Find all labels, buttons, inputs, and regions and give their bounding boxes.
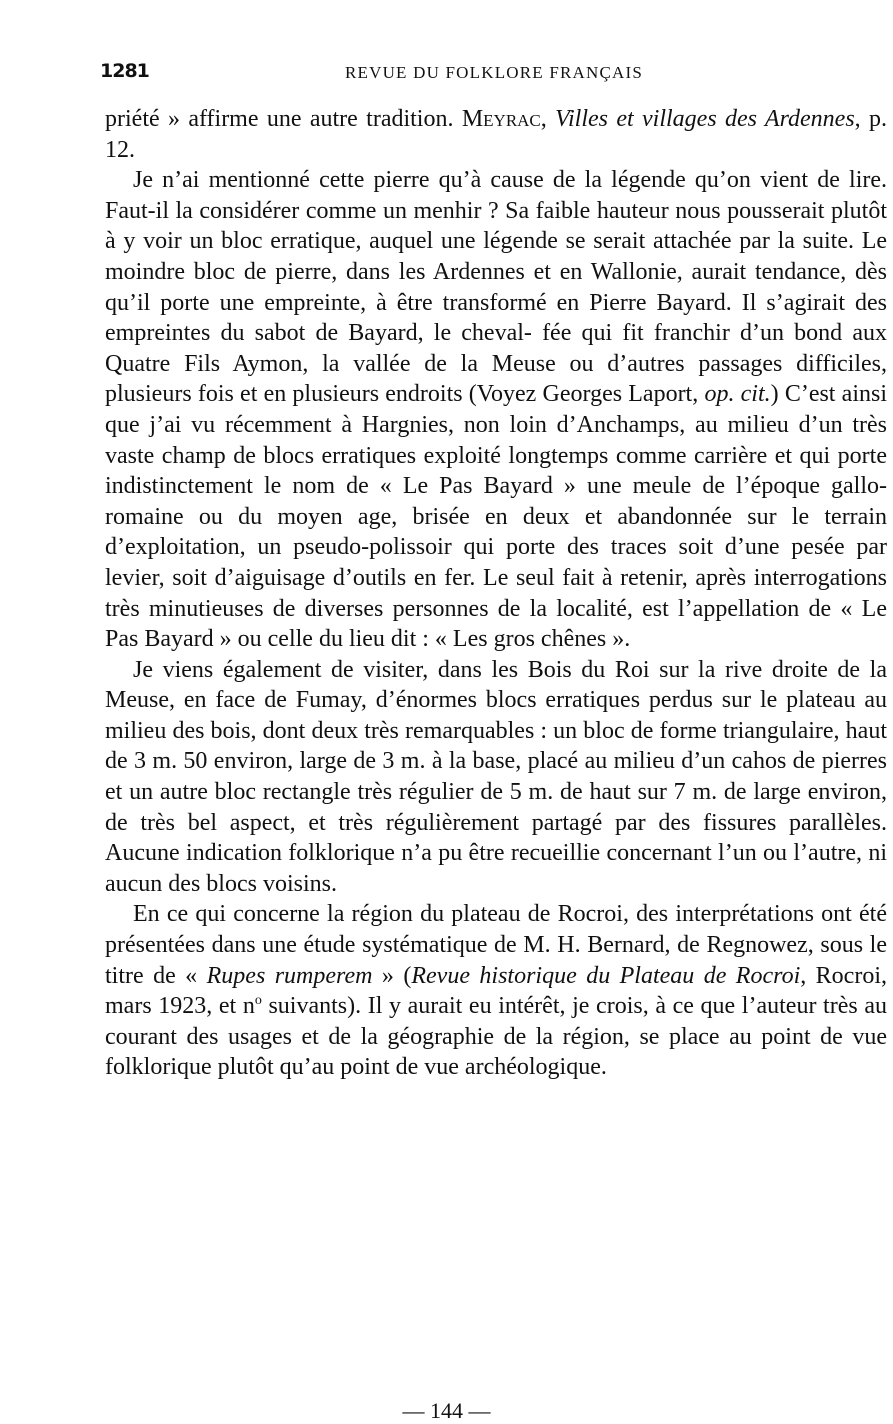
page-mark: 1281 <box>100 60 149 82</box>
author-name: Meyrac <box>461 106 541 132</box>
work-title: Villes et villages des Ardennes <box>555 106 855 132</box>
page-number: — 144 — <box>402 1398 491 1423</box>
review-title: Revue historique du Plateau de Rocroi <box>411 962 801 989</box>
body-text <box>105 104 887 1083</box>
paragraph-2: Je n’ai mentionné cette pierre qu’à cause de la légende qu’on vient de lire. Faut-il la considérer comme un menhir ? Sa faible hauteur nous pousserait plutôt à y voir un bloc erratique, auquel une légende se serait attachée par la suite. Le moindre bloc de pierre, dans les Ardennes et en Wallonie, aurait tendance, dès qu’il porte une empreinte, à être transformé en Pierre Bayard. Il s’agirait des empreintes du sabot de Bayard, le cheval- fée qui fit franchir d’un bond aux Quatre Fils Aymon, la vallée de la Meuse ou d’autres passages difficiles, plusieurs fois et en plusieurs endroits (Voyez Georges Laport, op. cit.) C’est ainsi que j’ai vu récemment à Hargnies, non loin d’Anchamps, au milieu d’un très vaste champ de blocs erratiques exploité longtemps comme carrière et qui porte indistinctement le nom de « Le Pas Bayard » une meule de l’époque gallo-romaine ou du moyen age, brisée en deux et abandonnée sur le terrain d’exploitation, un pseudo-polissoir qui porte des traces soit d’une pesée par levier, soit d’aiguisage d’outils en fer. Le seul fait à retenir, après interrogations très minutieuses de diverses personnes de la localité, est l’appellation de « Le Pas Bayard » ou celle du lieu dit : « Les gros chênes ». <box>105 167 887 653</box>
paragraph-3: Je viens également de visiter, dans les Bois du Roi sur la rive droite de la Meuse, en face de Fumay, d’énormes blocs erratiques perdus sur le plateau au milieu des bois, dont deux très remarquables : un bloc de forme triangulaire, haut de 3 m. 50 environ, large de 3 m. à la base, placé au milieu d’un cahos de pierres et un autre bloc rectangle très régulier de 5 m. de haut sur 7 m. de large environ, de très bel aspect, et très régulièrement partagé par des fissures parallèles. Aucune indication folklorique n’a pu être recueillie concernant l’un ou l’autre, ni aucun des blocs voisins. <box>105 656 887 897</box>
running-header <box>100 60 888 86</box>
numero-superscript: o <box>254 993 262 1009</box>
paragraph-4: En ce qui concerne la région du plateau de Rocroi, des interprétations ont été présentées dans une étude systématique de M. H. Bernard, de Regnowez, sous le titre de « Rupes rumperem » (Revue historique du Plateau de Rocroi, Rocroi, mars 1923, et $n^o$ suivants). Il y aurait eu intérêt, je crois, à ce que l’auteur très au courant des usages et de la géographie de la région, se place au point de vue folklorique plutôt qu’au point de vue archéologique. <box>105 901 887 1081</box>
study-title: Rupes rumperem <box>206 962 373 989</box>
citation: op. cit. <box>704 381 771 408</box>
paragraph-1: priété » affirme une autre tradition. Meyrac, Villes et villages des Ardennes, p. 12. <box>105 106 887 163</box>
journal-title: REVUE DU FOLKLORE FRANÇAIS <box>344 63 644 82</box>
